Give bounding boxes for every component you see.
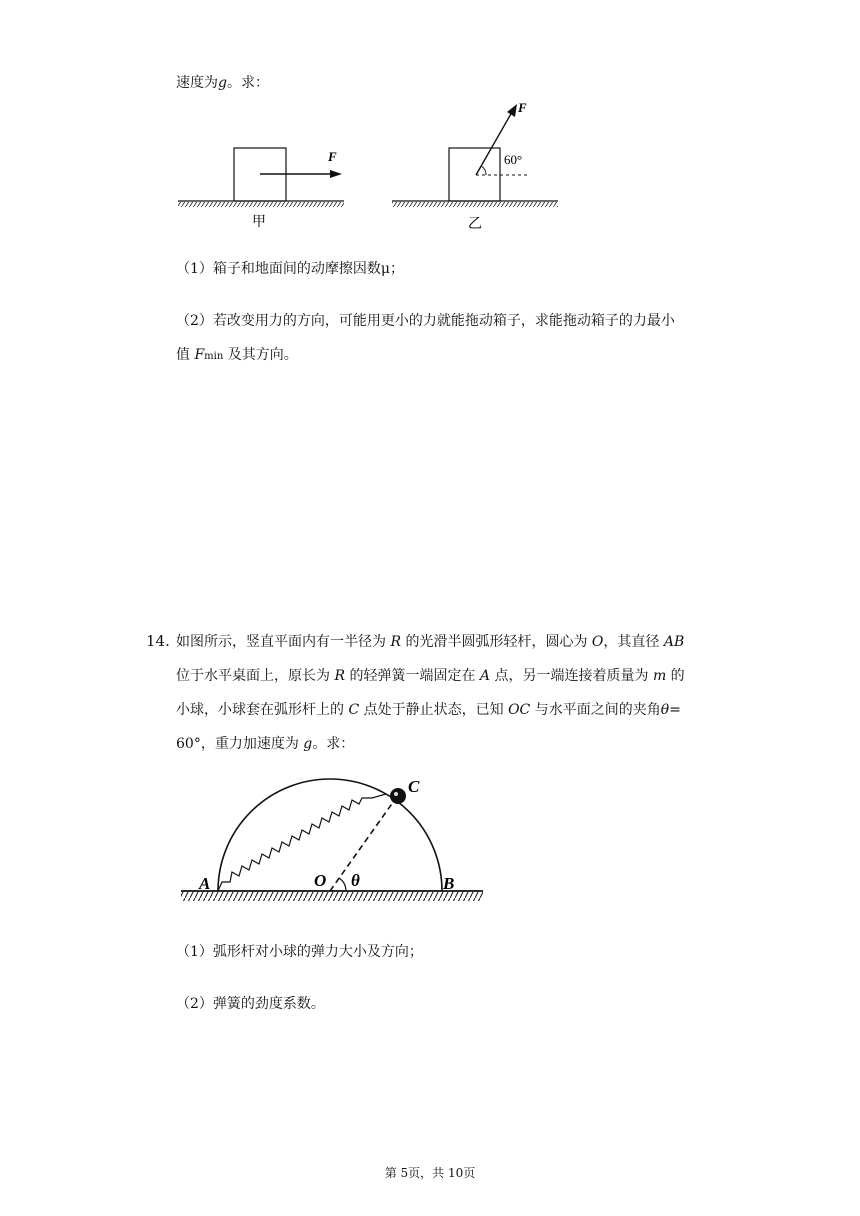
q13-part2-line1: （2）若改变用力的方向，可能用更小的力就能拖动箱子，求能拖动箱子的力最小: [176, 313, 675, 329]
spring: [218, 794, 386, 891]
q13-intro-tail: 速度为g。求：: [176, 75, 269, 91]
ball: [390, 788, 406, 804]
label-o: O: [314, 871, 327, 890]
arrow-jia: [330, 170, 342, 178]
label-b: B: [443, 874, 455, 893]
caption-yi: 乙: [468, 217, 482, 232]
label-theta: θ: [351, 871, 360, 890]
q13-part2-line2: 值 Fmin 及其方向。: [176, 347, 298, 363]
q14-part1: （1）弧形杆对小球的弹力大小及方向；: [176, 944, 423, 960]
q14-line1: 如图所示，竖直平面内有一半径为 R 的光滑半圆弧形轻杆，圆心为 O，其直径 AB: [176, 634, 685, 650]
force-label-yi: F: [518, 100, 527, 115]
box-yi: [449, 148, 500, 201]
angle-label-yi: 60°: [504, 152, 523, 167]
figure-yi: [392, 100, 558, 232]
q14-part2: （2）弹簧的劲度系数。: [176, 996, 325, 1012]
figure-jia: [178, 148, 344, 230]
label-c: C: [408, 777, 420, 796]
q14-figure: [175, 768, 490, 908]
q14-number: 14.: [146, 632, 170, 650]
arrow-yi: [507, 104, 517, 117]
q14-line4: 60°，重力加速度为 g。求：: [176, 736, 355, 752]
q14-line2: 位于水平桌面上，原长为 R 的轻弹簧一端固定在 A 点，另一端连接着质量为 m 的: [176, 668, 685, 684]
q13-part1: （1）箱子和地面间的动摩擦因数μ；: [176, 261, 405, 277]
page-footer: 第 5页，共 10页: [384, 1166, 476, 1180]
caption-jia: 甲: [252, 215, 266, 230]
q13-figure: [170, 98, 560, 234]
force-label-jia: F: [328, 149, 337, 164]
q14-line3: 小球，小球套在弧形杆上的 C 点处于静止状态，已知 OC 与水平面之间的夹角θ=: [176, 702, 681, 718]
label-a: A: [199, 874, 211, 893]
